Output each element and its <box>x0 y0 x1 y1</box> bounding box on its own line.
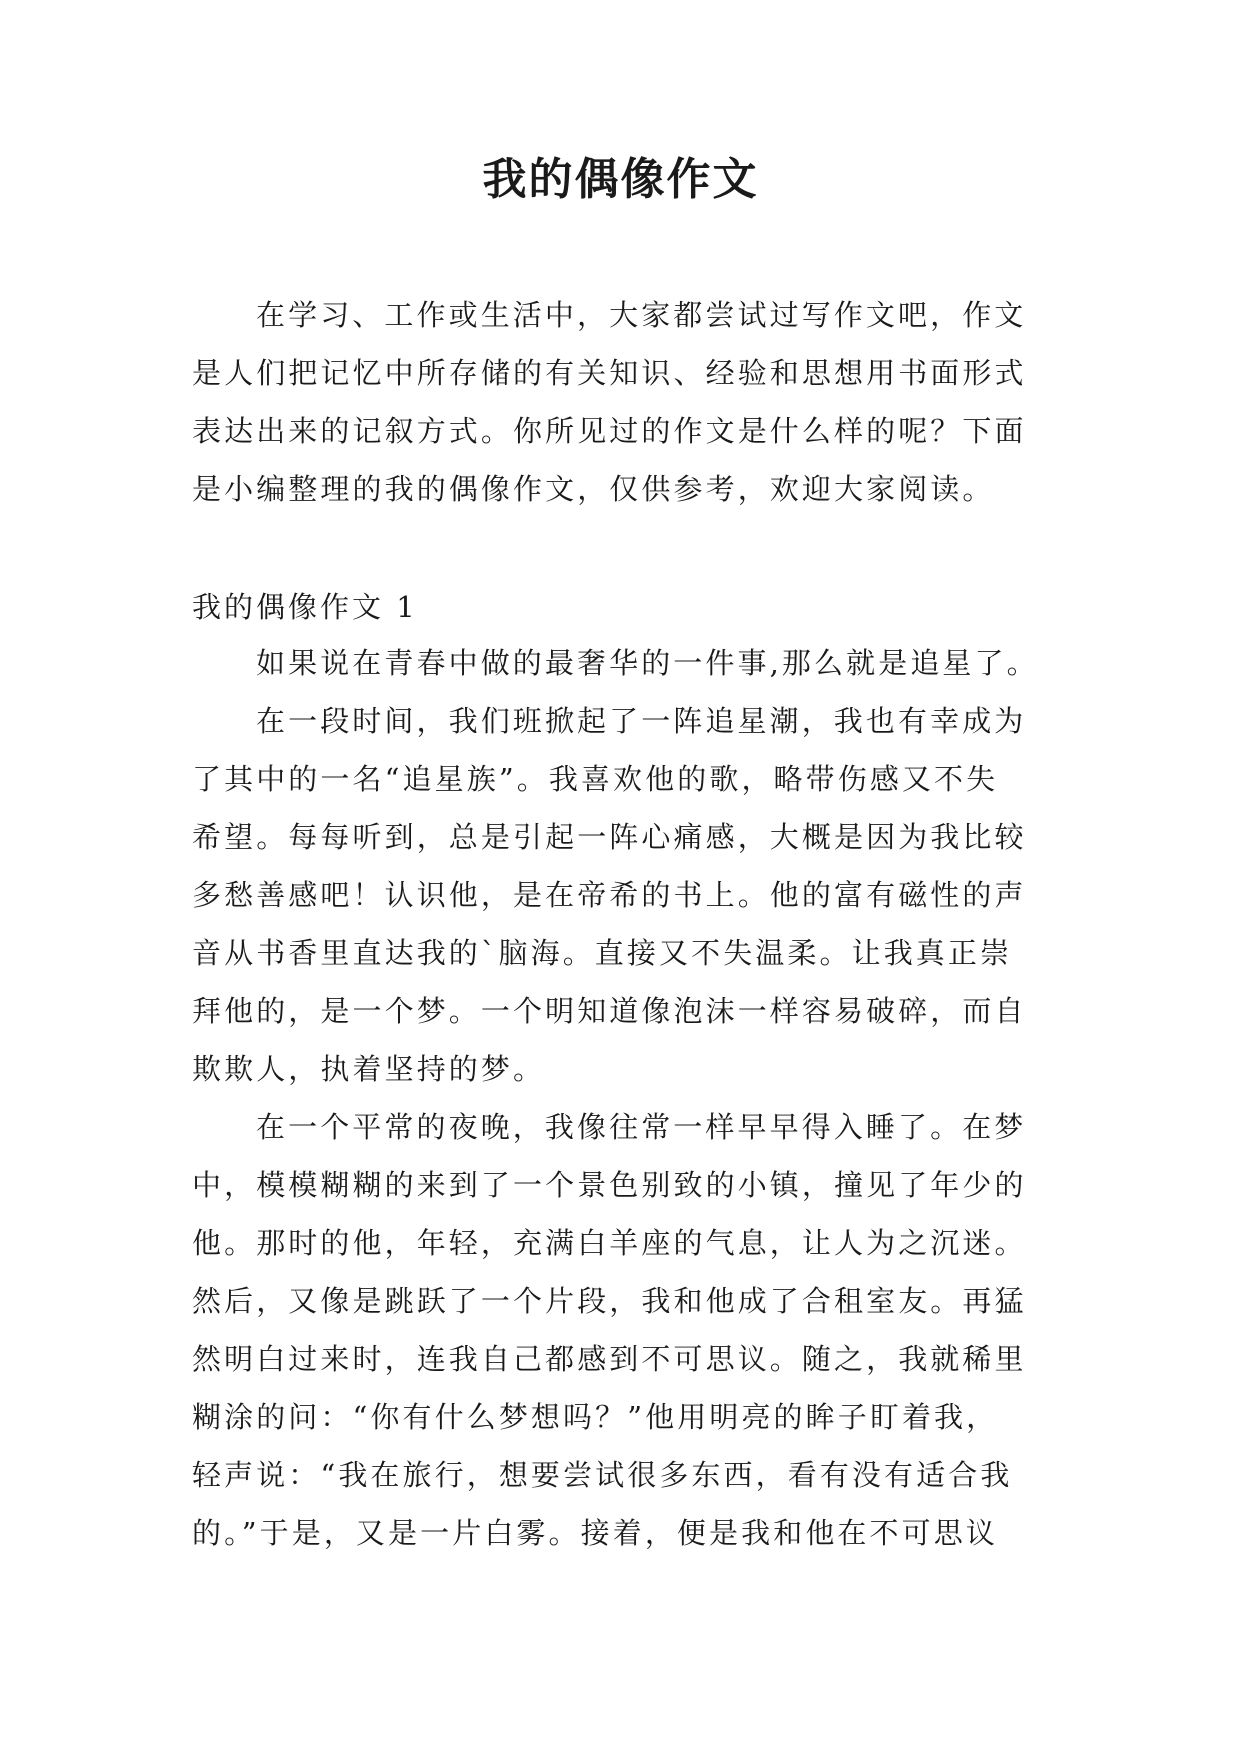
paragraph-line: 多愁善感吧！认识他，是在帝希的书上。他的富有磁性的声 <box>192 878 1027 912</box>
intro-paragraph <box>192 286 1058 518</box>
paragraph-line: 拜他的，是一个梦。一个明知道像泡沫一样容易破碎，而自 <box>192 994 1027 1028</box>
paragraph-line: 欺欺人，执着坚持的梦。 <box>192 1052 546 1086</box>
document-title: 我的偶像作文 <box>482 154 759 205</box>
intro-line: 是人们把记忆中所存储的有关知识、经验和思想用书面形式 <box>192 356 1027 390</box>
paragraph-line: 糊涂的问：“你有什么梦想吗？”他用明亮的眸子盯着我， <box>192 1400 999 1434</box>
intro-line: 是小编整理的我的偶像作文，仅供参考，欢迎大家阅读。 <box>192 472 995 506</box>
paragraph-line: 他。那时的他，年轻，充满白羊座的气息，让人为之沉迷。 <box>192 1226 1027 1260</box>
paragraph-line: 中，模模糊糊的来到了一个景色别致的小镇，撞见了年少的 <box>192 1168 1027 1202</box>
paragraph-line: 音从书香里直达我的`脑海。直接又不失温柔。让我真正崇 <box>192 936 1013 970</box>
section-heading: 我的偶像作文 1 <box>192 590 418 624</box>
paragraph-line: 在一段时间，我们班掀起了一阵追星潮，我也有幸成为 <box>256 704 1027 738</box>
essay-body <box>192 634 1058 1562</box>
intro-line: 在学习、工作或生活中，大家都尝试过写作文吧，作文 <box>256 298 1027 332</box>
paragraph-line: 了其中的一名“追星族”。我喜欢他的歌，略带伤感又不失 <box>192 762 999 796</box>
paragraph-line: 轻声说：“我在旅行，想要尝试很多东西，看有没有适合我 <box>192 1458 1013 1492</box>
paragraph-line: 希望。每每听到，总是引起一阵心痛感，大概是因为我比较 <box>192 820 1027 854</box>
paragraph-line: 如果说在青春中做的最奢华的一件事,那么就是追星了。 <box>256 646 1039 680</box>
paragraph-line: 然后，又像是跳跃了一个片段，我和他成了合租室友。再猛 <box>192 1284 1027 1318</box>
paragraph-line: 的。”于是，又是一片白雾。接着，便是我和他在不可思议 <box>192 1516 998 1550</box>
intro-line: 表达出来的记叙方式。你所见过的作文是什么样的呢？下面 <box>192 414 1027 448</box>
paragraph-line: 然明白过来时，连我自己都感到不可思议。随之，我就稀里 <box>192 1342 1027 1376</box>
paragraph-line: 在一个平常的夜晚，我像往常一样早早得入睡了。在梦 <box>256 1110 1027 1144</box>
